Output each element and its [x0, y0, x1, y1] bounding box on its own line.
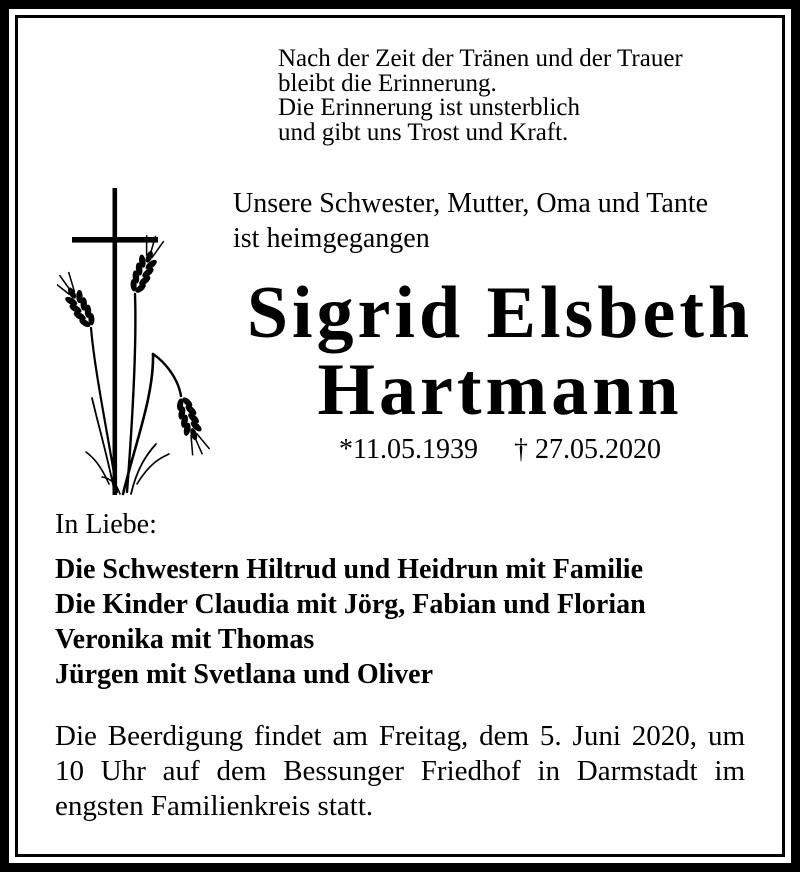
- announcement: [233, 186, 708, 256]
- poem-line: und gibt uns Trost und Kraft.: [278, 118, 569, 146]
- deceased-name-line: Sigrid Elsbeth: [246, 272, 754, 354]
- announcement-line: Unsere Schwester, Mutter, Oma und Tante: [233, 188, 709, 219]
- mourners-list: [55, 552, 646, 692]
- inner-border-frame: [15, 15, 785, 857]
- mourner-line: Jürgen mit Svetlana und Oliver: [55, 659, 434, 690]
- life-dates: [240, 434, 760, 466]
- deceased-name: [240, 272, 760, 431]
- announcement-line: ist heimgegangen: [233, 223, 430, 254]
- mourner-line: Die Schwestern Hiltrud und Heidrun mit Familie: [55, 554, 643, 585]
- poem-line: Die Erinnerung ist unsterblich: [278, 94, 581, 121]
- poem-line: Nach der Zeit der Tränen und der Trauer: [278, 45, 683, 72]
- salutation: In Liebe:: [55, 509, 157, 540]
- poem-line: bleibt die Erinnerung.: [278, 69, 497, 97]
- poem: [278, 47, 683, 145]
- mourner-line: Veronika mit Thomas: [55, 624, 315, 655]
- mourner-line: Die Kinder Claudia mit Jörg, Fabian und Florian: [55, 589, 646, 620]
- birth-date: *11.05.1939: [339, 434, 478, 465]
- death-date: † 27.05.2020: [513, 434, 661, 465]
- deceased-name-line: Hartmann: [317, 349, 683, 431]
- cross-with-wheat-icon: [57, 182, 217, 504]
- funeral-details: Die Beerdigung findet am Freitag, dem 5. Juni 2020, um 10 Uhr auf dem Bessunger Friedhof in Darmstadt im engsten Familienkreis statt.: [55, 720, 745, 822]
- border-gap: [9, 9, 791, 863]
